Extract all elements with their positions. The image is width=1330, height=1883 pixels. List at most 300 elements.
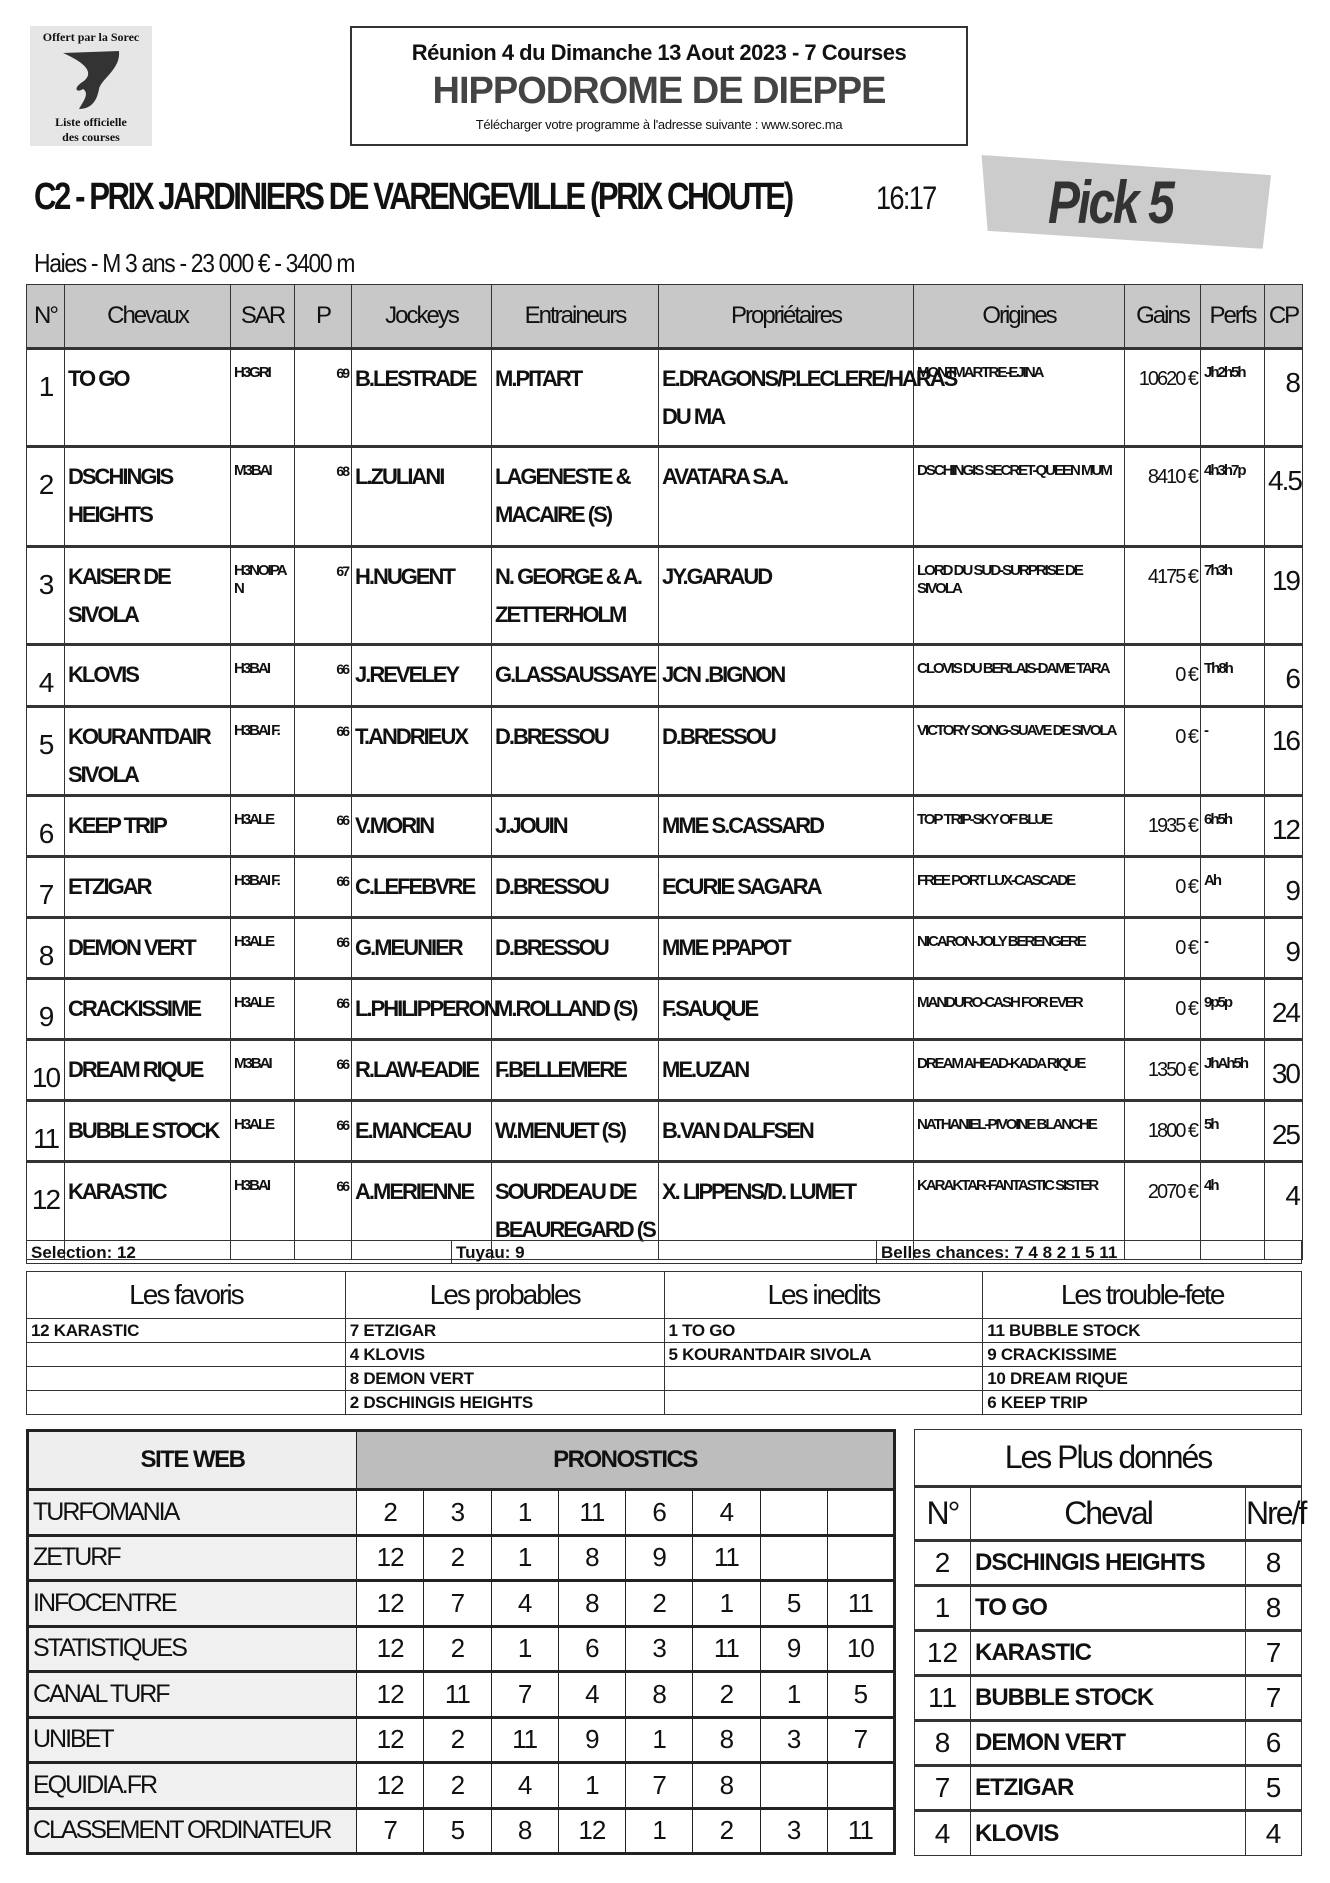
runner-jockey: A.MERIENNE xyxy=(352,1162,492,1260)
pick-cell: 9 xyxy=(760,1626,827,1672)
pick-cell: 1 xyxy=(491,1490,558,1536)
col-header-earnings: Gains xyxy=(1125,285,1201,349)
pick-cell: 4 xyxy=(491,1763,558,1809)
pick-cell: 1 xyxy=(491,1535,558,1581)
pick-cell: 12 xyxy=(357,1763,424,1809)
runner-origins: DREAM AHEAD-KADA RIQUE xyxy=(914,1040,1125,1101)
runner-sar: M3BAI xyxy=(231,447,295,547)
pick-cell: 2 xyxy=(424,1626,491,1672)
download-note: Télécharger votre programme à l'adresse suivante : www.sorec.ma xyxy=(475,117,843,132)
runner-origins: MONTMARTRE-EJINA xyxy=(914,349,1125,447)
plus-number: 12 xyxy=(915,1631,971,1676)
runner-origins: VICTORY SONG-SUAVE DE SIVOLA xyxy=(914,707,1125,796)
runner-cp: 9 xyxy=(1265,857,1303,918)
runner-perfs: 6h5h xyxy=(1201,796,1265,857)
runner-horse: TO GO xyxy=(65,349,231,447)
category-cell xyxy=(27,1343,346,1367)
runner-jockey: L.PHILIPPERON xyxy=(352,979,492,1040)
runner-weight: 66 xyxy=(295,1101,352,1162)
runner-row xyxy=(27,857,1303,918)
runner-number: 12 xyxy=(27,1162,65,1260)
pick-cell: 7 xyxy=(357,1808,424,1854)
runner-sar: H3BAI F. xyxy=(231,707,295,796)
runner-owner: ECURIE SAGARA xyxy=(659,857,914,918)
runner-number: 9 xyxy=(27,979,65,1040)
plus-donnes-row xyxy=(915,1676,1302,1721)
pick-cell: 7 xyxy=(626,1763,693,1809)
site-name: ZETURF xyxy=(28,1535,357,1581)
runner-jockey: C.LEFEBVRE xyxy=(352,857,492,918)
pronostic-row xyxy=(28,1763,895,1809)
pick-cell: 3 xyxy=(626,1626,693,1672)
plus-donnes-row xyxy=(915,1766,1302,1811)
logo-bottom-text-1: Liste officielle xyxy=(55,115,127,129)
race-time: 16:17 xyxy=(876,180,936,216)
runner-owner: AVATARA S.A. xyxy=(659,447,914,547)
pick-cell: 2 xyxy=(357,1490,424,1536)
runner-earnings: 0 € xyxy=(1125,857,1201,918)
col-header-cp: CP xyxy=(1265,285,1303,349)
runner-perfs: - xyxy=(1201,918,1265,979)
pronostic-row xyxy=(28,1581,895,1627)
runner-owner: E.DRAGONS/P.LECLERE/HARAS DU MA xyxy=(659,349,914,447)
pick-cell: 12 xyxy=(357,1717,424,1763)
category-cell: 11 BUBBLE STOCK xyxy=(983,1319,1302,1343)
pick-cell xyxy=(760,1490,827,1536)
pronostic-row xyxy=(28,1535,895,1581)
runners-table xyxy=(26,284,1303,1260)
col-header-weight: P xyxy=(295,285,352,349)
runner-weight: 66 xyxy=(295,918,352,979)
runner-jockey: B.LESTRADE xyxy=(352,349,492,447)
pick-cell: 11 xyxy=(693,1535,760,1581)
category-cell: 7 ETZIGAR xyxy=(345,1319,664,1343)
runner-trainer: W.MENUET (S) xyxy=(492,1101,659,1162)
plus-horse: DEMON VERT xyxy=(971,1721,1246,1766)
pick-cell: 12 xyxy=(357,1581,424,1627)
runner-row xyxy=(27,707,1303,796)
category-row xyxy=(27,1391,1302,1415)
runner-owner: X. LIPPENS/D. LUMET xyxy=(659,1162,914,1260)
runner-origins: FREE PORT LUX-CASCADE xyxy=(914,857,1125,918)
pick-cell: 3 xyxy=(760,1808,827,1854)
runner-origins: NATHANIEL-PIVOINE BLANCHE xyxy=(914,1101,1125,1162)
site-name: STATISTIQUES xyxy=(28,1626,357,1672)
pick-cell: 8 xyxy=(693,1763,760,1809)
logo-bottom-text-2: des courses xyxy=(62,130,120,144)
runner-horse: DEMON VERT xyxy=(65,918,231,979)
pick-cell: 2 xyxy=(693,1808,760,1854)
category-header: Les favoris xyxy=(27,1272,346,1319)
plus-donnes-header: Cheval xyxy=(971,1487,1246,1541)
pick-cell: 2 xyxy=(626,1581,693,1627)
runner-trainer: G.LASSAUSSAYE xyxy=(492,645,659,707)
runner-cp: 16 xyxy=(1265,707,1303,796)
runner-earnings: 0 € xyxy=(1125,979,1201,1040)
runner-perfs: 9p5p xyxy=(1201,979,1265,1040)
runner-earnings: 1935 € xyxy=(1125,796,1201,857)
runner-row xyxy=(27,1040,1303,1101)
runner-jockey: L.ZULIANI xyxy=(352,447,492,547)
runner-row xyxy=(27,979,1303,1040)
runner-sar: H3BAI F. xyxy=(231,857,295,918)
runner-perfs: Th8h xyxy=(1201,645,1265,707)
runner-owner: F.SAUQUE xyxy=(659,979,914,1040)
pick-cell: 11 xyxy=(693,1626,760,1672)
pronostics-header: PRONOSTICS xyxy=(357,1431,895,1490)
runner-weight: 68 xyxy=(295,447,352,547)
runner-origins: CLOVIS DU BERLAIS-DAME TARA xyxy=(914,645,1125,707)
plus-number: 7 xyxy=(915,1766,971,1811)
runner-jockey: E.MANCEAU xyxy=(352,1101,492,1162)
plus-donnes-row xyxy=(915,1721,1302,1766)
runner-earnings: 1350 € xyxy=(1125,1040,1201,1101)
runner-perfs: - xyxy=(1201,707,1265,796)
pick-cell: 1 xyxy=(626,1717,693,1763)
category-cell: 8 DEMON VERT xyxy=(345,1367,664,1391)
plus-count: 8 xyxy=(1246,1586,1302,1631)
runner-number: 4 xyxy=(27,645,65,707)
category-header: Les inedits xyxy=(664,1272,983,1319)
runner-origins: LORD DU SUD-SURPRISE DE SIVOLA xyxy=(914,547,1125,645)
runner-sar: H3GRI xyxy=(231,349,295,447)
pick-cell: 7 xyxy=(827,1717,894,1763)
plus-donnes-title: Les Plus donnés xyxy=(915,1430,1302,1487)
plus-count: 4 xyxy=(1246,1811,1302,1856)
runner-horse: KEEP TRIP xyxy=(65,796,231,857)
runner-weight: 66 xyxy=(295,857,352,918)
site-name: UNIBET xyxy=(28,1717,357,1763)
pick-cell xyxy=(827,1763,894,1809)
runner-weight: 66 xyxy=(295,645,352,707)
pick-cell: 2 xyxy=(693,1672,760,1718)
plus-horse: TO GO xyxy=(971,1586,1246,1631)
pronostic-row xyxy=(28,1808,895,1854)
runner-origins: TOP TRIP-SKY OF BLUE xyxy=(914,796,1125,857)
runner-trainer: F.BELLEMERE xyxy=(492,1040,659,1101)
runner-trainer: D.BRESSOU xyxy=(492,707,659,796)
pick-cell: 11 xyxy=(827,1581,894,1627)
pick-cell: 2 xyxy=(424,1717,491,1763)
runner-number: 6 xyxy=(27,796,65,857)
category-cell xyxy=(664,1391,983,1415)
runner-cp: 4 xyxy=(1265,1162,1303,1260)
runner-number: 10 xyxy=(27,1040,65,1101)
runner-jockey: J.REVELEY xyxy=(352,645,492,707)
site-name: CLASSEMENT ORDINATEUR xyxy=(28,1808,357,1854)
site-name: CANAL TURF xyxy=(28,1672,357,1718)
pick-cell: 4 xyxy=(491,1581,558,1627)
category-cell: 12 KARASTIC xyxy=(27,1319,346,1343)
runner-row xyxy=(27,796,1303,857)
runner-cp: 4.5 xyxy=(1265,447,1303,547)
site-name: TURFOMANIA xyxy=(28,1490,357,1536)
runner-origins: KARAKTAR-FANTASTIC SISTER xyxy=(914,1162,1125,1260)
runner-number: 1 xyxy=(27,349,65,447)
runner-cp: 12 xyxy=(1265,796,1303,857)
runner-trainer: LAGENESTE & MACAIRE (S) xyxy=(492,447,659,547)
runner-cp: 19 xyxy=(1265,547,1303,645)
pick-cell: 12 xyxy=(558,1808,625,1854)
runner-weight: 66 xyxy=(295,1162,352,1260)
runner-jockey: V.MORIN xyxy=(352,796,492,857)
runner-horse: DREAM RIQUE xyxy=(65,1040,231,1101)
category-cell: 9 CRACKISSIME xyxy=(983,1343,1302,1367)
runner-perfs: 4h3h7p xyxy=(1201,447,1265,547)
runner-jockey: R.LAW-EADIE xyxy=(352,1040,492,1101)
plus-horse: ETZIGAR xyxy=(971,1766,1246,1811)
runner-perfs: 5h xyxy=(1201,1101,1265,1162)
runner-earnings: 2070 € xyxy=(1125,1162,1201,1260)
col-header-perfs: Perfs xyxy=(1201,285,1265,349)
pick-cell: 8 xyxy=(558,1535,625,1581)
runner-number: 3 xyxy=(27,547,65,645)
plus-number: 11 xyxy=(915,1676,971,1721)
site-name: EQUIDIA.FR xyxy=(28,1763,357,1809)
plus-count: 8 xyxy=(1246,1541,1302,1586)
pick-cell: 11 xyxy=(558,1490,625,1536)
runner-owner: MME S.CASSARD xyxy=(659,796,914,857)
runner-sar: H3BAI xyxy=(231,645,295,707)
pronostics-table xyxy=(26,1429,896,1855)
plus-count: 5 xyxy=(1246,1766,1302,1811)
runner-earnings: 4175 € xyxy=(1125,547,1201,645)
pick-cell: 11 xyxy=(491,1717,558,1763)
pick-cell: 12 xyxy=(357,1535,424,1581)
runner-earnings: 8410 € xyxy=(1125,447,1201,547)
runner-row xyxy=(27,547,1303,645)
race-conditions: Haies - M 3 ans - 23 000 € - 3400 m xyxy=(34,248,355,278)
venue-title: HIPPODROME DE DIEPPE xyxy=(432,70,886,112)
col-header-trainer: Entraineurs xyxy=(492,285,659,349)
category-header: Les probables xyxy=(345,1272,664,1319)
category-cell xyxy=(664,1367,983,1391)
runner-earnings: 0 € xyxy=(1125,707,1201,796)
runner-horse: KARASTIC xyxy=(65,1162,231,1260)
runner-perfs: 4h xyxy=(1201,1162,1265,1260)
runner-horse: KAISER DE SIVOLA xyxy=(65,547,231,645)
plus-count: 7 xyxy=(1246,1631,1302,1676)
plus-donnes-row xyxy=(915,1586,1302,1631)
runner-number: 5 xyxy=(27,707,65,796)
pick-cell: 11 xyxy=(827,1808,894,1854)
race-title: C2 - PRIX JARDINIERS DE VARENGEVILLE (PRIX CHOUTE) xyxy=(34,176,792,218)
category-cell xyxy=(27,1367,346,1391)
runner-sar: M3BAI xyxy=(231,1040,295,1101)
runner-jockey: G.MEUNIER xyxy=(352,918,492,979)
runner-weight: 66 xyxy=(295,796,352,857)
runner-trainer: N. GEORGE & A. ZETTERHOLM xyxy=(492,547,659,645)
runner-sar: H3ALE xyxy=(231,918,295,979)
pick-cell: 12 xyxy=(357,1626,424,1672)
runner-trainer: J.JOUIN xyxy=(492,796,659,857)
runner-horse: DSCHINGIS HEIGHTS xyxy=(65,447,231,547)
runner-owner: MME P.PAPOT xyxy=(659,918,914,979)
plus-horse: KARASTIC xyxy=(971,1631,1246,1676)
runner-sar: H3ALE xyxy=(231,796,295,857)
runner-cp: 6 xyxy=(1265,645,1303,707)
pick-cell: 5 xyxy=(760,1581,827,1627)
runner-trainer: SOURDEAU DE BEAUREGARD (S xyxy=(492,1162,659,1260)
plus-number: 1 xyxy=(915,1586,971,1631)
pick-cell: 8 xyxy=(491,1808,558,1854)
pick-cell: 3 xyxy=(760,1717,827,1763)
pronostic-row xyxy=(28,1672,895,1718)
horse-logo-icon xyxy=(61,49,121,111)
pick-cell: 7 xyxy=(491,1672,558,1718)
runner-trainer: M.ROLLAND (S) xyxy=(492,979,659,1040)
pick-cell xyxy=(760,1535,827,1581)
runner-trainer: M.PITART xyxy=(492,349,659,447)
col-header-owner: Propriétaires xyxy=(659,285,914,349)
runner-earnings: 0 € xyxy=(1125,645,1201,707)
meeting-header xyxy=(350,26,968,146)
pick-cell: 6 xyxy=(558,1626,625,1672)
runner-horse: BUBBLE STOCK xyxy=(65,1101,231,1162)
runner-cp: 8 xyxy=(1265,349,1303,447)
plus-donnes-row xyxy=(915,1631,1302,1676)
pick-cell: 6 xyxy=(626,1490,693,1536)
pick-cell: 5 xyxy=(827,1672,894,1718)
category-row xyxy=(27,1319,1302,1343)
runner-perfs: Jh2h5h xyxy=(1201,349,1265,447)
category-cell xyxy=(27,1391,346,1415)
tuyau: Tuyau: 9 xyxy=(452,1241,877,1263)
selection: Selection: 12 xyxy=(27,1241,452,1263)
pick-cell: 1 xyxy=(760,1672,827,1718)
site-web-header: SITE WEB xyxy=(28,1431,357,1490)
pick-cell: 10 xyxy=(827,1626,894,1672)
logo-top-text: Offert par la Sorec xyxy=(42,30,140,44)
pronostic-row xyxy=(28,1490,895,1536)
plus-donnes-table xyxy=(914,1429,1306,1856)
pick-cell: 7 xyxy=(424,1581,491,1627)
runner-trainer: D.BRESSOU xyxy=(492,918,659,979)
runner-cp: 30 xyxy=(1265,1040,1303,1101)
plus-donnes-row xyxy=(915,1811,1302,1856)
plus-horse: KLOVIS xyxy=(971,1811,1246,1856)
runner-weight: 66 xyxy=(295,979,352,1040)
pick-cell: 5 xyxy=(424,1808,491,1854)
category-row xyxy=(27,1343,1302,1367)
pick-cell: 2 xyxy=(424,1535,491,1581)
col-header-jockey: Jockeys xyxy=(352,285,492,349)
runner-perfs: 7h3h xyxy=(1201,547,1265,645)
runner-horse: KOURANTDAIR SIVOLA xyxy=(65,707,231,796)
pick-cell: 8 xyxy=(558,1581,625,1627)
sorec-logo xyxy=(30,26,152,146)
plus-count: 7 xyxy=(1246,1676,1302,1721)
col-header-origins: Origines xyxy=(914,285,1125,349)
runner-perfs: Ah xyxy=(1201,857,1265,918)
pick-cell xyxy=(760,1763,827,1809)
runner-row xyxy=(27,349,1303,447)
runner-sar: H3NOIPA N xyxy=(231,547,295,645)
runner-number: 2 xyxy=(27,447,65,547)
pick-cell: 3 xyxy=(424,1490,491,1536)
col-header-horse: Chevaux xyxy=(65,285,231,349)
runner-row xyxy=(27,645,1303,707)
pick-cell: 8 xyxy=(626,1672,693,1718)
col-header-number: N° xyxy=(27,285,65,349)
runner-weight: 67 xyxy=(295,547,352,645)
runner-origins: NICARON-JOLY BERENGERE xyxy=(914,918,1125,979)
pick-cell: 9 xyxy=(558,1717,625,1763)
pick5-badge: Pick 5 xyxy=(1048,169,1173,236)
category-cell: 1 TO GO xyxy=(664,1319,983,1343)
selection-bar xyxy=(26,1240,1302,1264)
runner-trainer: D.BRESSOU xyxy=(492,857,659,918)
pick-cell: 12 xyxy=(357,1672,424,1718)
pronostic-row xyxy=(28,1626,895,1672)
runner-sar: H3BAI xyxy=(231,1162,295,1260)
belles-chances: Belles chances: 7 4 8 2 1 5 11 xyxy=(881,1243,1118,1262)
runner-owner: JY.GARAUD xyxy=(659,547,914,645)
runner-origins: DSCHINGIS SECRET-QUEEN MUM xyxy=(914,447,1125,547)
category-header: Les trouble-fete xyxy=(983,1272,1302,1319)
runner-jockey: H.NUGENT xyxy=(352,547,492,645)
runner-owner: ME.UZAN xyxy=(659,1040,914,1101)
pick-cell: 8 xyxy=(693,1717,760,1763)
pick-cell: 11 xyxy=(424,1672,491,1718)
plus-horse: DSCHINGIS HEIGHTS xyxy=(971,1541,1246,1586)
runner-owner: JCN .BIGNON xyxy=(659,645,914,707)
plus-number: 2 xyxy=(915,1541,971,1586)
pick-cell: 2 xyxy=(424,1763,491,1809)
runner-horse: CRACKISSIME xyxy=(65,979,231,1040)
pick-cell: 9 xyxy=(626,1535,693,1581)
runner-perfs: JhAh5h xyxy=(1201,1040,1265,1101)
runner-earnings: 1800 € xyxy=(1125,1101,1201,1162)
plus-donnes-header: Nre/f xyxy=(1246,1487,1302,1541)
runner-sar: H3ALE xyxy=(231,979,295,1040)
plus-number: 8 xyxy=(915,1721,971,1766)
category-row xyxy=(27,1367,1302,1391)
pick-cell: 4 xyxy=(558,1672,625,1718)
runner-horse: ETZIGAR xyxy=(65,857,231,918)
runner-weight: 66 xyxy=(295,1040,352,1101)
pick-cell: 1 xyxy=(626,1808,693,1854)
col-header-sar: SAR xyxy=(231,285,295,349)
category-cell: 6 KEEP TRIP xyxy=(983,1391,1302,1415)
runner-cp: 9 xyxy=(1265,918,1303,979)
runner-owner: B.VAN DALFSEN xyxy=(659,1101,914,1162)
meeting-info: Réunion 4 du Dimanche 13 Aout 2023 - 7 Courses xyxy=(411,40,907,65)
runner-horse: KLOVIS xyxy=(65,645,231,707)
runner-row xyxy=(27,918,1303,979)
pick-cell: 1 xyxy=(558,1763,625,1809)
runner-cp: 25 xyxy=(1265,1101,1303,1162)
runner-number: 8 xyxy=(27,918,65,979)
pick-cell xyxy=(827,1490,894,1536)
categories-table xyxy=(26,1271,1302,1415)
runner-row xyxy=(27,1101,1303,1162)
plus-donnes-row xyxy=(915,1541,1302,1586)
runner-earnings: 0 € xyxy=(1125,918,1201,979)
plus-donnes-header: N° xyxy=(915,1487,971,1541)
runner-origins: MANDURO-CASH FOR EVER xyxy=(914,979,1125,1040)
runner-weight: 69 xyxy=(295,349,352,447)
runner-sar: H3ALE xyxy=(231,1101,295,1162)
pick-cell xyxy=(827,1535,894,1581)
category-cell: 2 DSCHINGIS HEIGHTS xyxy=(345,1391,664,1415)
category-cell: 4 KLOVIS xyxy=(345,1343,664,1367)
runner-earnings: 10620 € xyxy=(1125,349,1201,447)
runner-row xyxy=(27,447,1303,547)
runner-owner: D.BRESSOU xyxy=(659,707,914,796)
site-name: INFOCENTRE xyxy=(28,1581,357,1627)
pronostic-row xyxy=(28,1717,895,1763)
